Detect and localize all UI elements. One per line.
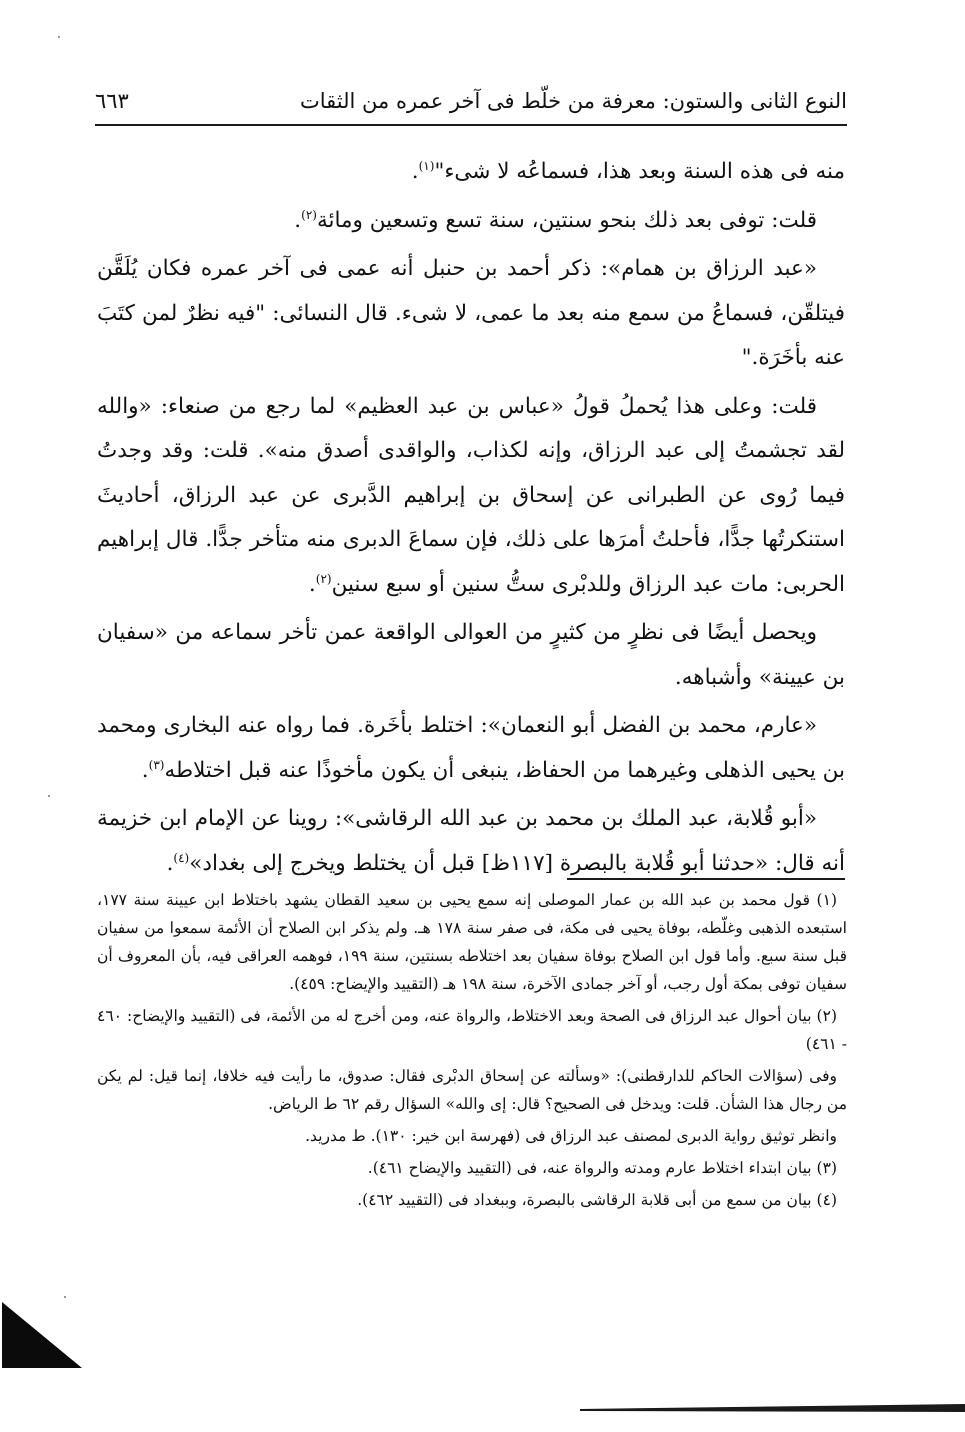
footnote: وفى (سؤالات الحاكم للدارقطنى): «وسألته عن إسحاق الدبْرى فقال: صدوق، ما رأيت فيه خلافا، إنما قيل: لم يكن من رجال هذا الشأن. قلت: ويدخل فى الصحيح؟ قال: إى والله» السؤال رقم ٦٢ ط الرياض. [97,1067,847,1113]
header-rule [95,124,847,126]
paragraph: قلت: وعلى هذا يُحملُ قولُ «عباس بن عبد العظيم» لما رجع من صنعاء: «والله لقد تجشمتُ إلى عبد الرزاق، وإنه لكذاب، والواقدى أصدق منه». قلت: وقد وجدتُ فيما رُوى عن الطبرانى عن إسحاق بن إبراهيم الدَّبرى عن عبد الرزاق، أحاديثَ استنكرتُها جدًّا، فأحلتُ أمرَها على ذلك، فإن سماعَ الدبرى منه متأخر جدًّا. قال إبراهيم الحربى: مات عبد الرزاق وللدبْرى ستُّ سنين أو سبع سنين$^{(٢)}$. [97,393,845,597]
paragraph: منه فى هذه السنة وبعد هذا، فسماعُه لا شىء"$^{(١)}$. [411,158,845,184]
footnote-marker: (١) [418,158,435,173]
footnote-marker: (٢) [315,571,332,586]
header-title: النوع الثانى والستون: معرفة من خلّط فى آخر عمره من الثقات [300,89,847,113]
footnote: (١) قول محمد بن عبد الله بن عمار الموصلى إنه سمع يحيى بن سعيد القطان يشهد باختلاط ابن عيينة سنة ١٧٧، استبعده الذهبى وغلّطه، بوفاة يحيى فى مكة، فى صفر سنة ١٧٨ هـ. ولم يذكر ابن الصلاح أن الأئمة سمعوا من سفيان قبل سنة سبع. وأما قول ابن الصلاح بوفاة سفيان بعد اختلاطه بسنتين، سنة ١٩٩، فوهمه العراقى فيه، بأن المعروف أن سفيان توفى بمكة أول رجب، أو آخر جمادى الآخرة، سنة ١٩٨ هـ (التقييد والإيضاح: ٤٥٩). [97,891,847,993]
footnote-rule [567,878,845,880]
footnote-marker: (٤) [173,850,190,865]
scan-speck [48,795,50,797]
page-number: ٦٦٣ [95,89,129,113]
running-header [95,84,847,118]
scan-edge-shadow [580,1404,965,1412]
footnote: وانظر توثيق رواية الدبرى لمصنف عبد الرزاق فى (فهرسة ابن خير: ١٣٠). ط مدريد. [305,1127,837,1145]
paragraph: «عبد الرزاق بن همام»: ذكر أحمد بن حنبل أنه عمى فى آخر عمره فكان يُلَقَّن فيتلقّن، فسماعُ من سمع منه بعد ما عمى، لا شىء. قال النسائى: "فيه نظرٌ لمن كتَبَ عنه بأخَرَة." [97,256,845,370]
footnote-marker: (٣) [148,757,165,772]
scan-speck [58,36,60,38]
paragraph: «أبو قُلابة، عبد الملك بن محمد بن عبد الله الرقاشى»: روينا عن الإمام ابن خزيمة أنه قال: «حدثنا أبو قُلابة بالبصرة [١١٧ظ] قبل أن يختلط ويخرج إلى بغداد»$^{(٤)}$. [97,806,845,876]
paragraph: «عارم، محمد بن الفضل أبو النعمان»: اختلط بأخَرة. فما رواه عنه البخارى ومحمد بن يحيى الذهلى وغيرهما من الحفاظ، ينبغى أن يكون مأخوذًا عنه قبل اختلاطه$^{(٣)}$. [97,713,845,783]
footnote-marker: (٢) [301,207,317,222]
footnotes [97,886,847,1218]
main-text [97,150,845,890]
paragraph: ويحصل أيضًا فى نظرٍ من كثيرٍ من العوالى الواقعة عمن تأخر سماعه من «سفيان بن عيينة» وأشباهه. [97,620,845,690]
scan-speck [64,1296,66,1298]
scan-corner-mark [0,1298,90,1378]
footnote: (٢) بيان أحوال عبد الرزاق فى الصحة وبعد الاختلاط، والرواة عنه، ومن أخرج له من الأئمة، فى (التقييد والإيضاح: ٤٦٠ - ٤٦١) [97,1007,847,1053]
footnote: (٣) بيان ابتداء اختلاط عارم ومدته والرواة عنه، فى (التقييد والإيضاح ٤٦١). [367,1159,837,1177]
footnote: (٤) بيان من سمع من أبى قلابة الرقاشى بالبصرة، وببغداد فى (التقييد ٤٦٢). [357,1191,837,1209]
paragraph: قلت: توفى بعد ذلك بنحو سنتين، سنة تسع وتسعين ومائة$^{(٢)}$. [294,207,817,233]
